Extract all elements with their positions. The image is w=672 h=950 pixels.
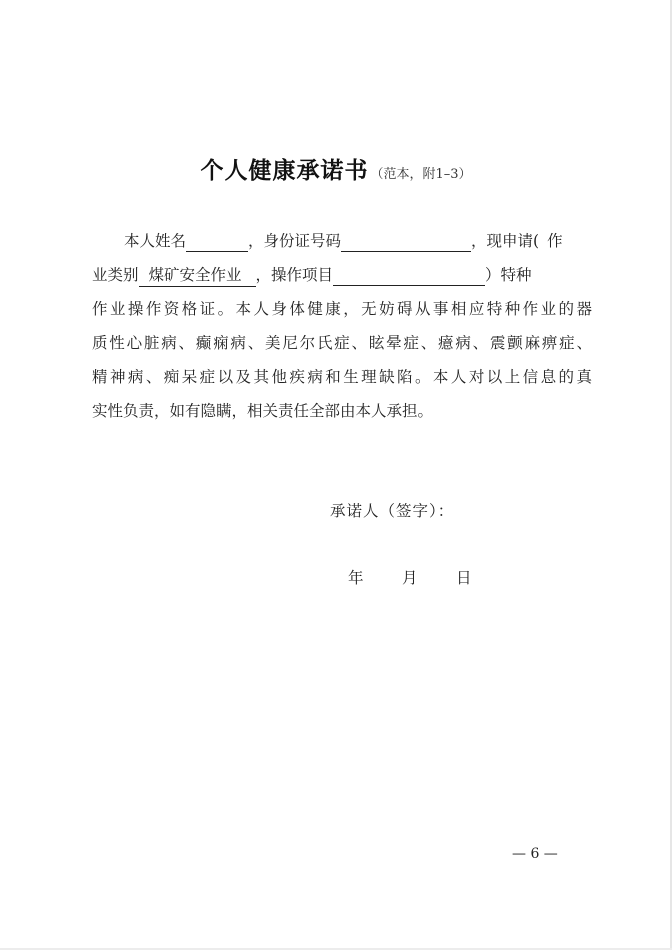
apply-label-tail: 作 <box>547 232 563 250</box>
body-line-3 <box>92 292 592 326</box>
id-number-label: ，身份证号码 <box>248 232 342 250</box>
project-blank-field[interactable] <box>333 265 485 286</box>
category-label: 业类别 <box>92 266 139 284</box>
category-filled-field[interactable]: 煤矿安全作业 <box>139 264 256 287</box>
body-text-line-3: 作业操作资格证。本人身体健康，无妨碍从事相应特种作业的器 <box>92 300 592 318</box>
project-label: ，操作项目 <box>255 266 334 284</box>
body-text-line-6: 实性负责，如有隐瞒，相关责任全部由本人承担。 <box>92 402 434 420</box>
date-day-label: 日 <box>456 569 472 587</box>
body-line-2 <box>92 258 592 292</box>
apply-label: ，现申请( <box>471 232 540 250</box>
body-text-line-5: 精神病、痴呆症以及其他疾病和生理缺陷。本人对以上信息的真 <box>92 368 592 386</box>
signer-label: 承诺人（签字）： <box>330 502 455 520</box>
special-label: ）特种 <box>485 266 532 284</box>
id-number-blank-field[interactable] <box>341 231 471 252</box>
body-line-6 <box>92 394 592 428</box>
document-title-row <box>0 152 672 185</box>
date-month-label: 月 <box>402 569 418 587</box>
body-text-line-4: 质性心脏病、癫痫病、美尼尔氏症、眩晕症、癔病、震颤麻痹症、 <box>92 334 592 352</box>
name-label: 本人姓名 <box>124 232 187 250</box>
date-year-label: 年 <box>348 569 364 587</box>
body-line-1 <box>92 224 592 258</box>
body-line-5 <box>92 360 592 394</box>
name-blank-field[interactable] <box>186 231 248 252</box>
document-subtitle: （范本，附1–3） <box>370 167 472 182</box>
body-line-4 <box>92 326 592 360</box>
document-title: 个人健康承诺书 <box>200 157 369 184</box>
commitment-body <box>92 224 592 428</box>
page-number: — 6 — <box>512 846 558 862</box>
date-row <box>348 566 472 588</box>
